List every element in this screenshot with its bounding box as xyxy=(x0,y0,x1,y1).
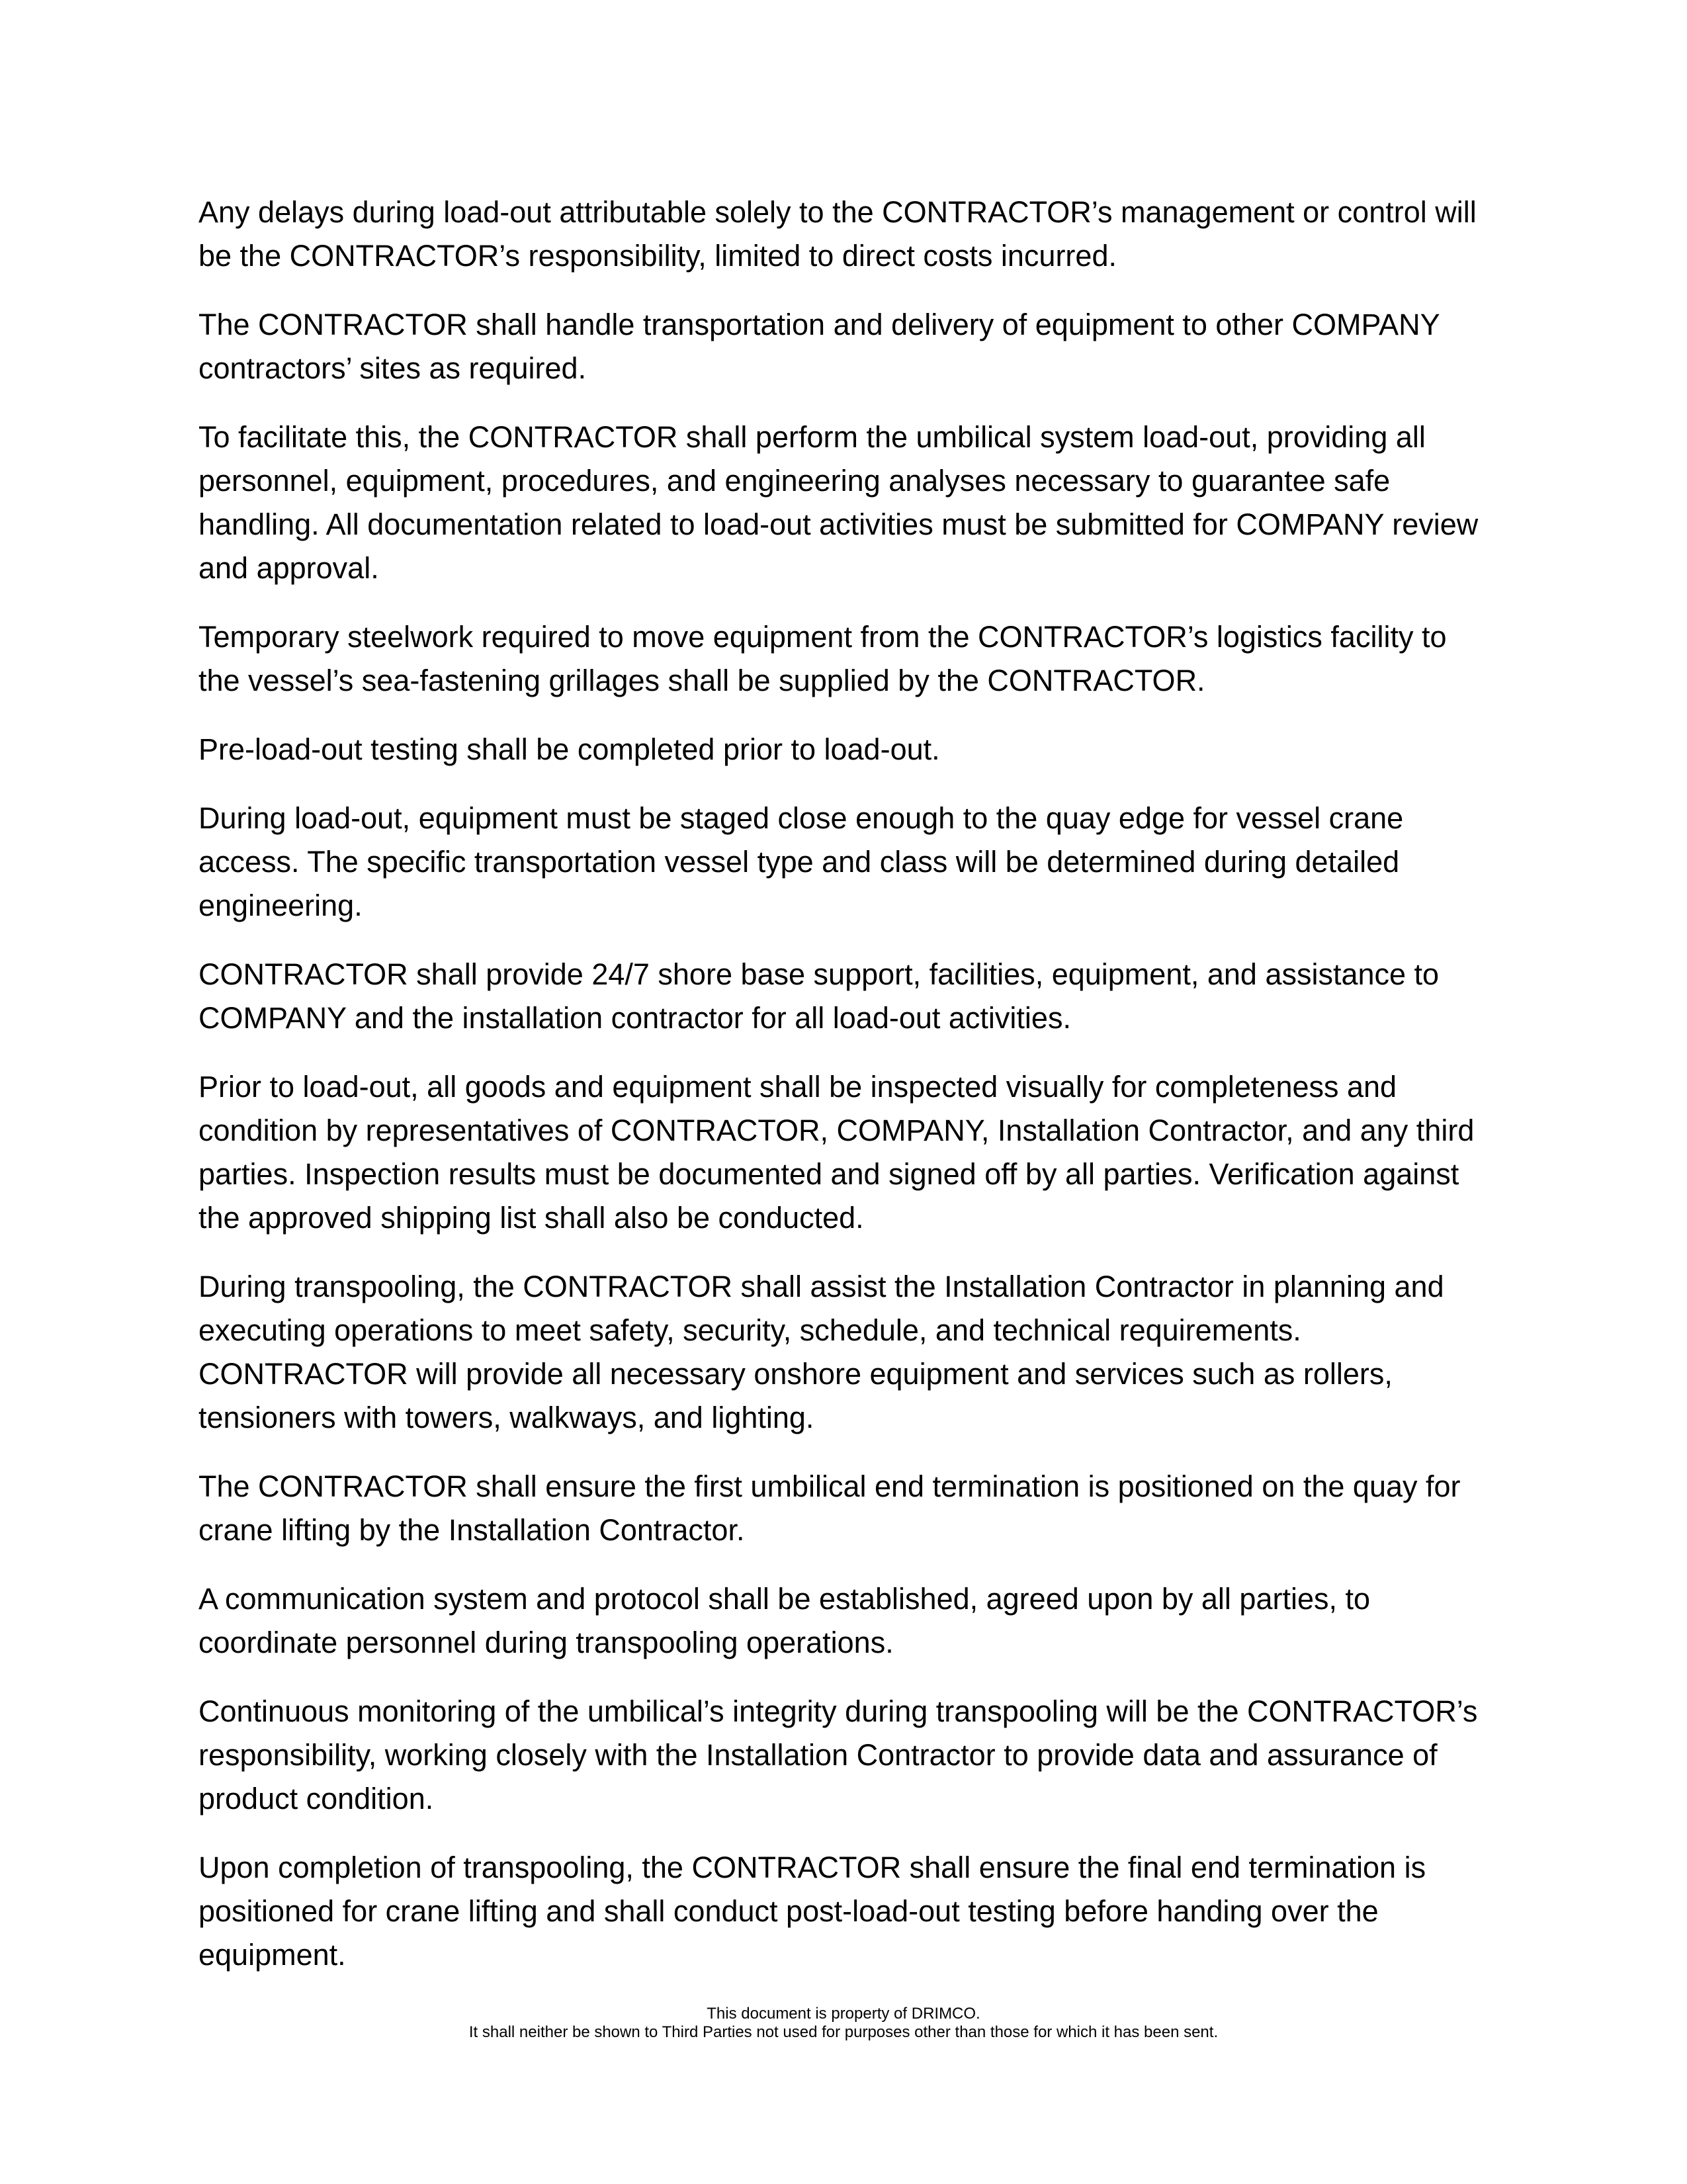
footer-line-2: It shall neither be shown to Third Parties not used for purposes other than those for which it has been sent. xyxy=(468,2023,1219,2041)
paragraph: Temporary steelwork required to move equipment from the CONTRACTOR’s logistics facility to the vessel’s sea-fastening grillages shall be supplied by the CONTRACTOR. xyxy=(198,620,1447,697)
footer-line-1: This document is property of DRIMCO. xyxy=(707,2005,980,2023)
paragraph: CONTRACTOR shall provide 24/7 shore base support, facilities, equipment, and assistance to COMPANY and the installation contractor for all load-out activities. xyxy=(198,957,1440,1035)
paragraph: The CONTRACTOR shall ensure the first umbilical end termination is positioned on the quay for crane lifting by the Installation Contractor. xyxy=(198,1469,1461,1547)
paragraph: During load-out, equipment must be staged close enough to the quay edge for vessel crane access. The specific transportation vessel type and class will be determined during detailed engineering. xyxy=(198,801,1404,922)
paragraph: During transpooling, the CONTRACTOR shall assist the Installation Contractor in planning and executing operations to meet safety, security, schedule, and technical requirements. CONTRACTOR will provide all necessary onshore equipment and services such as rollers, tensioners with towers, walkways, and lighting. xyxy=(198,1270,1444,1434)
paragraph: Pre-load-out testing shall be completed prior to load-out. xyxy=(198,732,940,766)
paragraph: Any delays during load-out attributable solely to the CONTRACTOR’s management or control will be the CONTRACTOR’s responsibility, limited to direct costs incurred. xyxy=(198,195,1477,273)
paragraph: Prior to load-out, all goods and equipment shall be inspected visually for completeness and condition by representatives of CONTRACTOR, COMPANY, Installation Contractor, and any third parties. Inspection results must be documented and signed off by all parties. Verification against the approved shipping list shall also be conducted. xyxy=(198,1070,1475,1235)
paragraph: The CONTRACTOR shall handle transportation and delivery of equipment to other COMPANY contractors’ sites as required. xyxy=(198,308,1440,385)
page-footer xyxy=(0,2005,1687,2042)
document-body xyxy=(198,191,1489,2002)
paragraph: Upon completion of transpooling, the CONTRACTOR shall ensure the final end termination is positioned for crane lifting and shall conduct post-load-out testing before handing over the equipment. xyxy=(198,1851,1426,1972)
paragraph: To facilitate this, the CONTRACTOR shall perform the umbilical system load-out, providing all personnel, equipment, procedures, and engineering analyses necessary to guarantee safe handling. All documentation related to load-out activities must be submitted for COMPANY review and approval. xyxy=(198,420,1479,585)
paragraph: Continuous monitoring of the umbilical’s integrity during transpooling will be the CONTRACTOR’s responsibility, working closely with the Installation Contractor to provide data and assurance of product condition. xyxy=(198,1694,1478,1815)
paragraph: A communication system and protocol shall be established, agreed upon by all parties, to coordinate personnel during transpooling operations. xyxy=(198,1582,1371,1659)
